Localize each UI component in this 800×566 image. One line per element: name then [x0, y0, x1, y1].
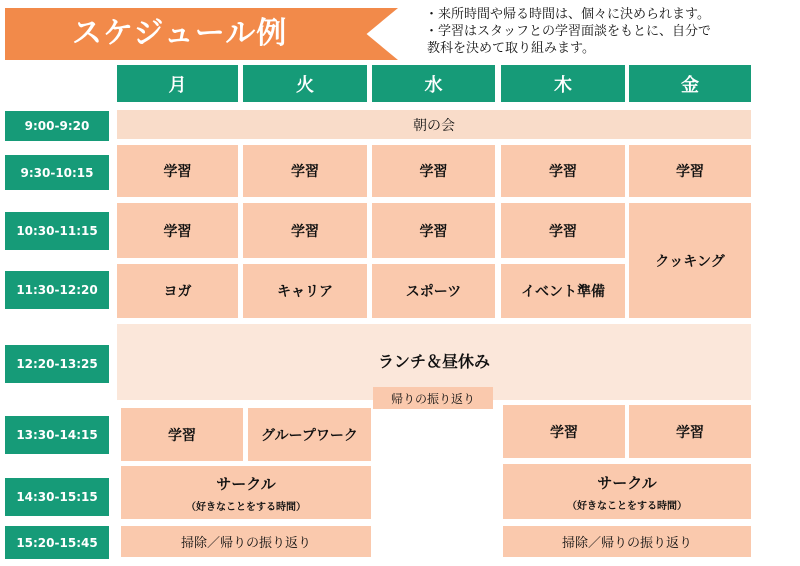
day-header-mon: 月 — [117, 65, 238, 102]
circle-cell — [121, 466, 371, 519]
schedule-cell: 学習 — [117, 203, 238, 258]
note-line-2: ・学習はスタッフとの学習面談をもとに、自分で — [425, 24, 712, 39]
circle-label: サークル — [597, 473, 657, 492]
circle-subtitle: （好きなことをする時間） — [186, 501, 306, 513]
time-label: 12:20-13:25 — [5, 345, 109, 383]
schedule-cell: 学習 — [501, 145, 625, 197]
morning-meeting-cell: 朝の会 — [117, 110, 751, 139]
note-line-1: ・来所時間や帰る時間は、個々に決められます。 — [425, 7, 710, 22]
schedule-cell: 学習 — [121, 408, 243, 461]
lunch-label: ランチ＆昼休み — [377, 351, 490, 371]
schedule-cell: 学習 — [372, 203, 495, 258]
time-label: 10:30-11:15 — [5, 212, 109, 250]
time-label: 14:30-15:15 — [5, 478, 109, 516]
circle-label: サークル — [216, 474, 276, 493]
cleanup-cell: 掃除／帰りの振り返り — [121, 526, 371, 557]
yoga-cell: ヨガ — [117, 264, 238, 318]
note-line-3: 教科を決めて取り組みます。 — [427, 41, 595, 56]
time-label: 15:20-15:45 — [5, 526, 109, 559]
day-header-thu: 木 — [501, 65, 625, 102]
schedule-cell: 学習 — [117, 145, 238, 197]
schedule-cell: 学習 — [243, 145, 367, 197]
schedule-cell: 学習 — [501, 203, 625, 258]
career-cell: キャリア — [243, 264, 367, 318]
schedule-cell: 学習 — [372, 145, 495, 197]
reflection-tag: 帰りの振り返り — [373, 387, 493, 409]
time-label: 13:30-14:15 — [5, 416, 109, 454]
page-title: スケジュール例 — [72, 16, 288, 51]
schedule-cell: 学習 — [243, 203, 367, 258]
sports-cell: スポーツ — [372, 264, 495, 318]
schedule-cell: 学習 — [629, 145, 751, 197]
cooking-cell: クッキング — [629, 203, 751, 318]
time-label: 9:00-9:20 — [5, 111, 109, 141]
schedule-cell: 学習 — [503, 405, 625, 458]
day-header-wed: 水 — [372, 65, 495, 102]
group-work-cell: グループワーク — [248, 408, 371, 461]
time-label: 11:30-12:20 — [5, 271, 109, 309]
circle-cell — [503, 464, 751, 519]
day-header-tue: 火 — [243, 65, 367, 102]
schedule-cell: 学習 — [629, 405, 751, 458]
notes — [425, 6, 795, 57]
time-label: 9:30-10:15 — [5, 155, 109, 190]
circle-subtitle: （好きなことをする時間） — [567, 500, 687, 512]
cleanup-cell: 掃除／帰りの振り返り — [503, 526, 751, 557]
event-prep-cell: イベント準備 — [501, 264, 625, 318]
day-header-fri: 金 — [629, 65, 751, 102]
